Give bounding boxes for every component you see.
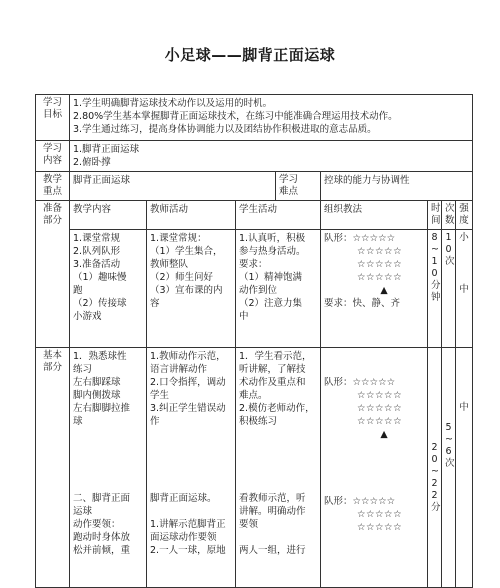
basic-intensity: 中 (456, 348, 473, 588)
header-count: 次 数 (442, 201, 456, 230)
prep-org-formation: 队形：☆☆☆☆☆ (324, 233, 396, 244)
focus-label: 教学 重点 (36, 172, 70, 201)
prep-count: 1 0 次 (442, 230, 456, 348)
basic-count: 5 ~ 6 次 (442, 348, 456, 588)
prep-teacher: 1.课堂常规： （1）学生集合， 教师整队 （2）师生问好 （3）宣布课的内 容 (147, 230, 236, 348)
basic-time: 2 0 ~ 2 2 分 (428, 348, 442, 588)
header-intensity: 强 度 (456, 201, 473, 230)
objective-label: 学习 目标 (36, 95, 70, 141)
teacher-marker-icon: ▲ (380, 429, 388, 440)
basic-content: 1．熟悉球性 练习 左右脚踩球 脚内侧拨球 左右脚脚拉推 球 二、脚背正面 运球 动作要领： 跑动时身体放 松并前倾，重 (70, 348, 147, 588)
prep-intensity: 小 中 (456, 230, 473, 348)
teacher-marker-icon: ▲ (380, 285, 388, 296)
prep-row (36, 230, 473, 348)
prep-time: 8 ~ 1 0 分 钟 (428, 230, 442, 348)
content-row (36, 141, 473, 172)
prep-content: 1.课堂常规 2.队列队形 3.准备活动 （1）趣味慢 跑 （2）传接球 小游戏 (70, 230, 147, 348)
focus-row (36, 172, 473, 201)
header-content: 教学内容 (70, 201, 147, 230)
basic-student: 1．学生看示范， 听讲解，了解技 术动作及重点和 难点。 2.模仿老师动作， 积极练习 看教师示范，听 讲解。明确动作 要领 两人一组，进行 (236, 348, 321, 588)
header-time: 时 间 (428, 201, 442, 230)
header-student: 学生活动 (236, 201, 321, 230)
basic-row (36, 348, 473, 588)
prep-label: 准备 部分 (36, 201, 70, 348)
header-org: 组织教法 (321, 201, 428, 230)
focus-value: 脚背正面运球 (70, 172, 276, 201)
content-label: 学习 内容 (36, 141, 70, 172)
lesson-plan-table (35, 94, 473, 588)
basic-org: 队形：☆☆☆☆☆ ☆☆☆☆☆ ☆☆☆☆☆ ☆☆☆☆☆ ▲ 队形：☆☆☆☆☆ ☆☆☆☆☆ ☆☆☆☆☆ (321, 348, 428, 588)
difficulty-value: 控球的能力与协调性 (321, 172, 473, 201)
difficulty-label: 学习 难点 (276, 172, 321, 201)
header-teacher: 教师活动 (147, 201, 236, 230)
page-title: 小足球——脚背正面运球 (164, 46, 336, 64)
basic-teacher: 1.教师动作示范， 语言讲解动作 2.口令指挥，调动 学生 3.纠正学生错误动 作 脚背正面运球。 1.讲解示范脚背正 面运球动作要领 2.一人一球，原地 (147, 348, 236, 588)
basic-label: 基本 部分 (36, 348, 70, 588)
content-text: 1.脚背正面运球 2.俯卧撑 (70, 141, 473, 172)
header-row (36, 201, 473, 230)
prep-org: 队形：☆☆☆☆☆ ☆☆☆☆☆ ☆☆☆☆☆ ☆☆☆☆☆ ▲ 要求：快、静、齐 (321, 230, 428, 348)
objective-row (36, 95, 473, 141)
objective-text: 1.学生明确脚背运球技术动作以及运用的时机。 2.80%学生基本掌握脚背正面运球技术，在练习中能准确合理运用技术动作。 3.学生通过练习，提高身体协调能力以及团结协作积极进取的意志品质。 (70, 95, 473, 141)
prep-student: 1.认真听，积极 参与热身活动。 要求： （1）精神饱满 动作到位 （2）注意力集 中 (236, 230, 321, 348)
